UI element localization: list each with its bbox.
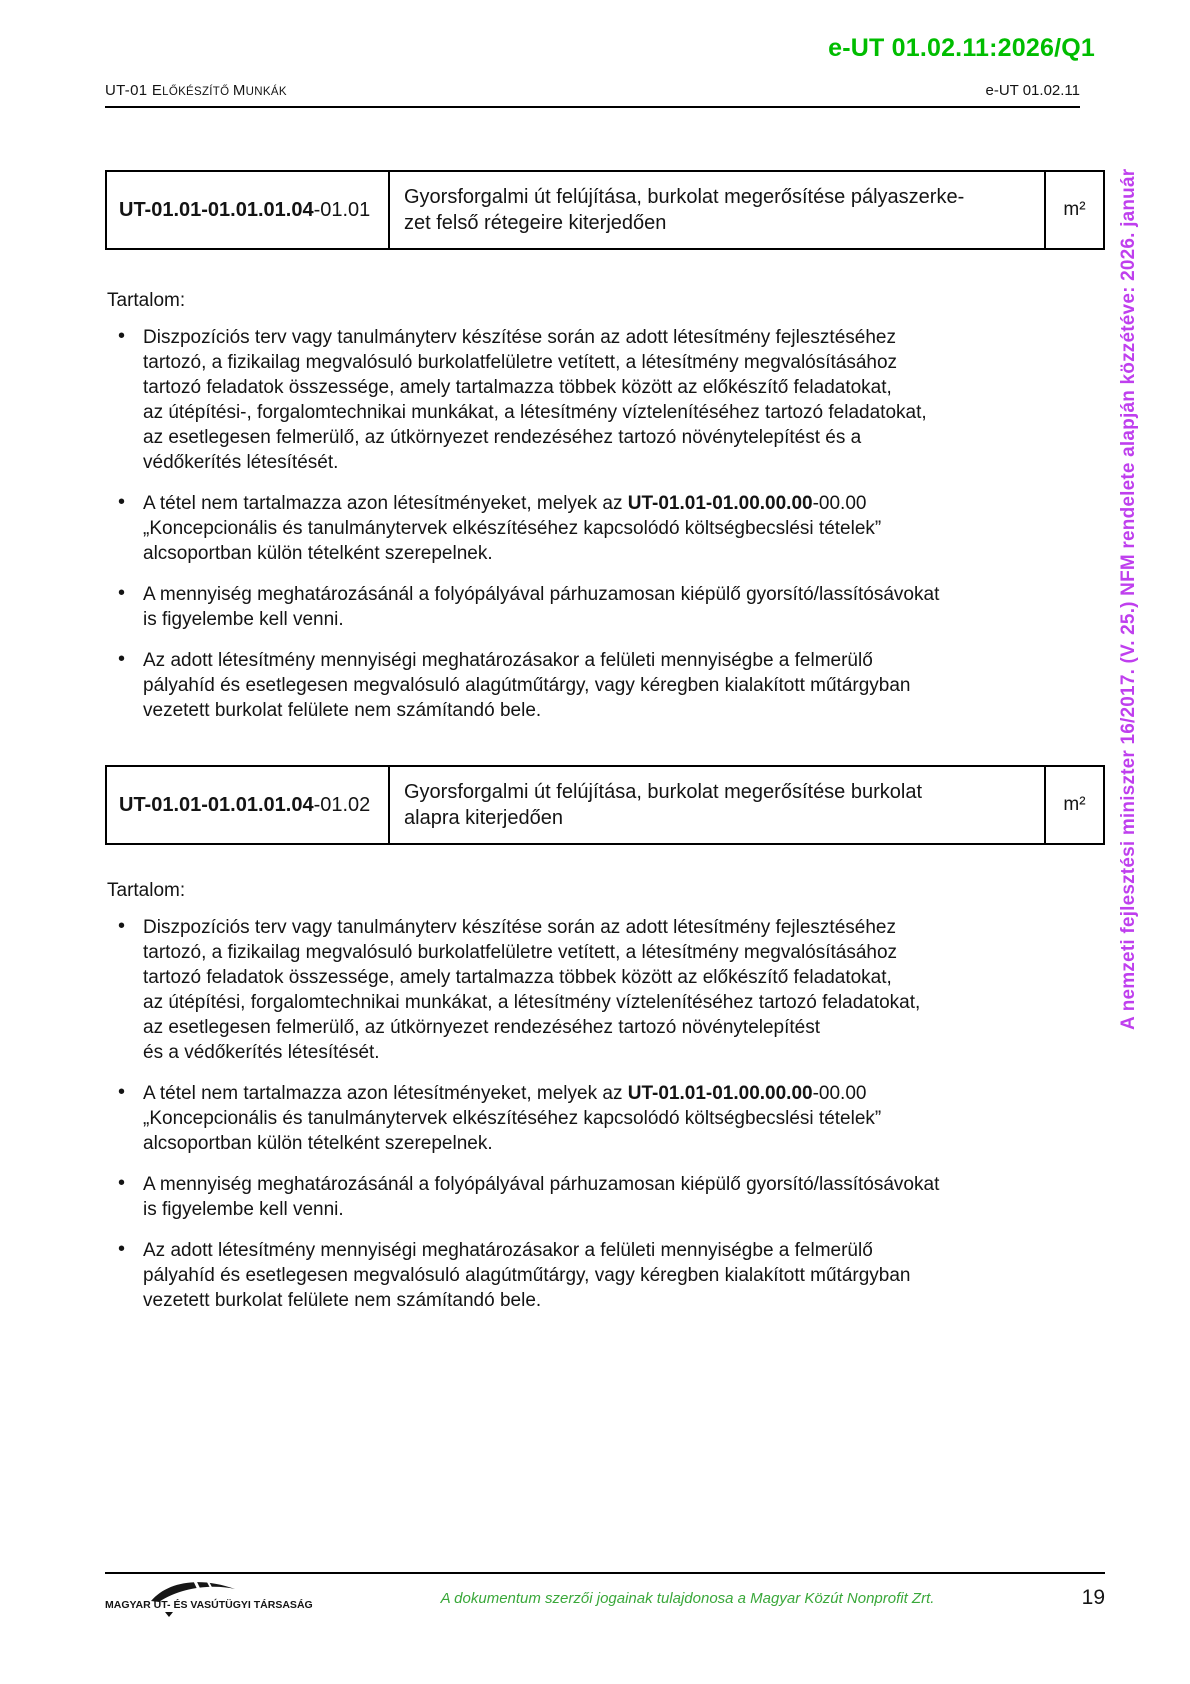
- item-content-1: [107, 288, 1097, 723]
- bullet-text: Diszpozíciós terv vagy tanulmányterv készítése során az adott létesítmény fejlesztéséhez: [143, 327, 896, 348]
- bullet-text: Az adott létesítmény mennyiségi meghatározásakor a felületi mennyiségbe a felmerülő: [143, 1240, 873, 1261]
- bullet-text: az esetlegesen felmerülő, az útkörnyezet rendezéséhez tartozó növénytelepítést: [143, 1017, 821, 1038]
- bullet-text: tartozó feladatok összessége, amely tartalmazza többek között az előkészítő feladatokat,: [143, 377, 892, 398]
- item-table-2: [105, 765, 1105, 845]
- header-title-segment: LŐKÉSZÍTŐ: [162, 86, 233, 98]
- item-description-line1: Gyorsforgalmi út felújítása, burkolat megerősítése burkolat: [404, 781, 923, 803]
- content-bullet: [107, 648, 1097, 723]
- bullet-text: vezetett burkolat felülete nem számítandó bele.: [143, 700, 542, 721]
- copyright-note: A dokumentum szerzői jogainak tulajdonosa a Magyar Közút Nonprofit Zrt.: [440, 1590, 935, 1607]
- page-footer: [105, 1576, 1105, 1617]
- bullet-text-bold: UT-01.01-01.00.00.00: [627, 1083, 813, 1104]
- bullet-text: tartozó feladatok összessége, amely tartalmazza többek között az előkészítő feladatokat,: [143, 967, 892, 988]
- bullet-text: A mennyiség meghatározásánál a folyópályával párhuzamosan kiépülő gyorsító/lassítósávokat: [143, 584, 940, 605]
- content-bullet-list: [107, 325, 1097, 723]
- content-bullet: [107, 1172, 1097, 1222]
- bullet-text: az útépítési, forgalomtechnikai munkákat, a létesítmény víztelenítéséhez tartozó feladatokat,: [143, 992, 921, 1013]
- content-bullet-list: [107, 915, 1097, 1313]
- item-unit: m²: [1063, 794, 1086, 815]
- item-code: [107, 172, 390, 248]
- bullet-text: tartozó, a fizikailag megvalósuló burkolatfelületre vetített, a létesítmény megvalósításához: [143, 352, 898, 373]
- page-header: [105, 82, 1080, 108]
- bullet-text: és a védőkerítés létesítését.: [143, 1042, 380, 1063]
- header-doc-code: e-UT 01.02.11: [985, 82, 1080, 99]
- item-content-2: [107, 878, 1097, 1313]
- bullet-text: védőkerítés létesítését.: [143, 452, 339, 473]
- item-code-group: UT-01.01-01.01.01.04: [119, 198, 314, 221]
- doc-reference-header: e-UT 01.02.11:2026/Q1: [828, 34, 1095, 62]
- item-description: [390, 767, 1046, 843]
- item-description-line2: alapra kiterjedően: [404, 807, 563, 829]
- content-label: Tartalom:: [107, 880, 186, 901]
- bullet-text: alcsoportban külön tételként szerepelnek.: [143, 1133, 493, 1154]
- bullet-text: vezetett burkolat felülete nem számítandó bele.: [143, 1290, 542, 1311]
- side-note-vertical: A nemzeti fejlesztési miniszter 16/2017. (V. 25.) NFM rendelete alapján közzétéve: 2026. január: [1118, 168, 1139, 1030]
- bullet-text: Diszpozíciós terv vagy tanulmányterv készítése során az adott létesítmény fejlesztéséhez: [143, 917, 896, 938]
- bullet-text: tartozó, a fizikailag megvalósuló burkolatfelületre vetített, a létesítmény megvalósításához: [143, 942, 898, 963]
- item-code-suffix: -01.02: [313, 793, 371, 816]
- bullet-text: is figyelembe kell venni.: [143, 609, 344, 630]
- logo-tick-icon: [165, 1612, 173, 1617]
- content-bullet: [107, 325, 1097, 475]
- item-code: [107, 767, 390, 843]
- bullet-text: pályahíd és esetlegesen megvalósuló alagútműtárgy, vagy kéregben kialakított műtárgyban: [143, 675, 911, 696]
- content-label: Tartalom:: [107, 290, 186, 311]
- content-bullet: [107, 1081, 1097, 1156]
- bullet-text: Az adott létesítmény mennyiségi meghatározásakor a felületi mennyiségbe a felmerülő: [143, 650, 873, 671]
- header-title-segment: UNKÁK: [245, 86, 287, 98]
- item-description: [390, 172, 1046, 248]
- content-bullet: [107, 915, 1097, 1065]
- bullet-text: pályahíd és esetlegesen megvalósuló alagútműtárgy, vagy kéregben kialakított műtárgyban: [143, 1265, 911, 1286]
- bullet-text: A tétel nem tartalmazza azon létesítményeket, melyek az: [143, 1083, 628, 1104]
- bullet-text-bold: UT-01.01-01.00.00.00: [627, 493, 813, 514]
- org-name: MAGYAR ÚT- ÉS VASÚTÜGYI TÁRSASÁG: [105, 1599, 313, 1611]
- item-code-group: UT-01.01-01.01.01.04: [119, 793, 314, 816]
- footer-divider: [105, 1572, 1105, 1574]
- org-logo: [105, 1576, 340, 1617]
- bullet-text: A mennyiség meghatározásánál a folyópályával párhuzamosan kiépülő gyorsító/lassítósávokat: [143, 1174, 940, 1195]
- bullet-text: -00.00: [812, 493, 867, 514]
- item-code-suffix: -01.01: [313, 198, 371, 221]
- bullet-text: alcsoportban külön tételként szerepelnek.: [143, 543, 493, 564]
- item-description-line1: Gyorsforgalmi út felújítása, burkolat megerősítése pályaszerke-: [404, 186, 965, 208]
- item-unit: m²: [1063, 199, 1086, 220]
- bullet-text: -00.00: [812, 1083, 867, 1104]
- bullet-text: is figyelembe kell venni.: [143, 1199, 344, 1220]
- bullet-text: az útépítési-, forgalomtechnikai munkákat, a létesítmény víztelenítéséhez tartozó feladatokat,: [143, 402, 927, 423]
- header-title-segment: M: [232, 82, 246, 99]
- header-section-title: [105, 82, 287, 99]
- item-description-line2: zet felső rétegeire kiterjedően: [404, 212, 667, 234]
- bullet-text: A tétel nem tartalmazza azon létesítményeket, melyek az: [143, 493, 628, 514]
- content-bullet: [107, 1238, 1097, 1313]
- content-bullet: [107, 491, 1097, 566]
- page-number: 19: [1081, 1586, 1105, 1609]
- header-title-segment: UT-01 E: [105, 82, 163, 99]
- bullet-text: az esetlegesen felmerülő, az útkörnyezet rendezéséhez tartozó növénytelepítést és a: [143, 427, 862, 448]
- content-bullet: [107, 582, 1097, 632]
- item-table-1: [105, 170, 1105, 250]
- bullet-text: „Koncepcionális és tanulmánytervek elkészítéséhez kapcsolódó költségbecslési tételek”: [143, 518, 882, 539]
- bullet-text: „Koncepcionális és tanulmánytervek elkészítéséhez kapcsolódó költségbecslési tételek”: [143, 1108, 882, 1129]
